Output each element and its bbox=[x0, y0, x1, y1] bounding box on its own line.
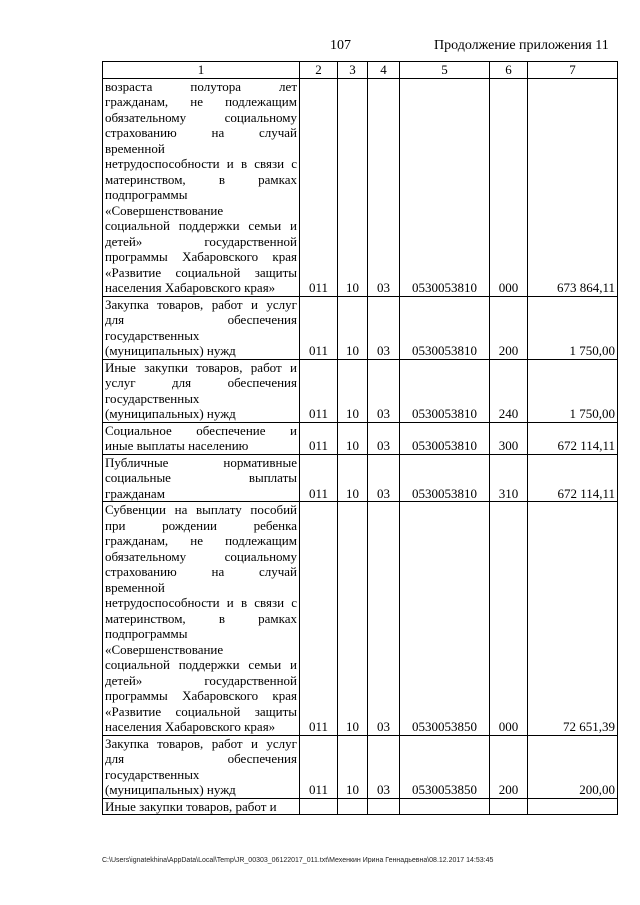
description-line: государственных bbox=[105, 390, 200, 406]
expense-description bbox=[103, 359, 300, 422]
description-line: для обеспечения bbox=[105, 751, 297, 766]
section-code: 10 bbox=[338, 296, 368, 359]
expense-type-code: 200 bbox=[490, 735, 528, 798]
section-code: 10 bbox=[338, 454, 368, 502]
description-line: нетрудоспособности и в связи с bbox=[105, 595, 297, 610]
amount: 1 750,00 bbox=[528, 359, 618, 422]
ministry-code: 011 bbox=[300, 454, 338, 502]
budget-table bbox=[102, 61, 618, 815]
target-article-code: 0530053850 bbox=[400, 735, 490, 798]
expense-type-code: 000 bbox=[490, 78, 528, 296]
table-body bbox=[103, 78, 618, 815]
column-header: 5 bbox=[400, 62, 490, 79]
expense-description bbox=[103, 798, 300, 815]
description-line: (муниципальных) нужд bbox=[105, 782, 236, 797]
target-article-code bbox=[400, 798, 490, 815]
amount bbox=[528, 798, 618, 815]
description-line: населения Хабаровского края» bbox=[105, 280, 276, 295]
expense-description bbox=[103, 454, 300, 502]
description-line: детей» государственной bbox=[105, 672, 297, 688]
description-line: населения Хабаровского края» bbox=[105, 719, 276, 734]
section-code: 10 bbox=[338, 422, 368, 454]
description-line: для обеспечения bbox=[105, 312, 297, 327]
expense-description bbox=[103, 78, 300, 296]
description-line: возраста полутора лет bbox=[105, 78, 297, 94]
description-line: государственных bbox=[105, 327, 200, 343]
section-code: 10 bbox=[338, 502, 368, 736]
section-code bbox=[338, 798, 368, 815]
table-row bbox=[103, 798, 618, 815]
description-line: иные выплаты населению bbox=[105, 438, 249, 453]
column-header: 6 bbox=[490, 62, 528, 79]
expense-description bbox=[103, 296, 300, 359]
amount: 1 750,00 bbox=[528, 296, 618, 359]
description-line: Закупка товаров, работ и услуг bbox=[105, 735, 297, 751]
description-line: программы Хабаровского края bbox=[105, 688, 297, 703]
description-line: при рождении ребенка bbox=[105, 517, 297, 533]
column-header: 3 bbox=[338, 62, 368, 79]
subsection-code: 03 bbox=[368, 735, 400, 798]
column-header: 7 bbox=[528, 62, 618, 79]
section-code: 10 bbox=[338, 78, 368, 296]
table-row bbox=[103, 359, 618, 422]
subsection-code: 03 bbox=[368, 359, 400, 422]
subsection-code: 03 bbox=[368, 422, 400, 454]
description-line: «Совершенствование bbox=[105, 641, 224, 657]
amount: 672 114,11 bbox=[528, 454, 618, 502]
subsection-code: 03 bbox=[368, 502, 400, 736]
description-line: детей» государственной bbox=[105, 233, 297, 249]
description-line: подпрограммы bbox=[105, 626, 188, 641]
description-line: Иные закупки товаров, работ и bbox=[105, 798, 277, 814]
column-header: 1 bbox=[103, 62, 300, 79]
description-line: «Развитие социальной защиты bbox=[105, 264, 297, 280]
description-line: социальной поддержки семьи и bbox=[105, 218, 297, 233]
table-row bbox=[103, 78, 618, 296]
ministry-code: 011 bbox=[300, 296, 338, 359]
description-line: гражданам, не подлежащим bbox=[105, 533, 297, 548]
expense-type-code: 240 bbox=[490, 359, 528, 422]
description-line: страхованию на случай bbox=[105, 564, 297, 579]
description-line: услуг для обеспечения bbox=[105, 375, 297, 390]
expense-description bbox=[103, 735, 300, 798]
description-line: гражданам bbox=[105, 485, 165, 501]
target-article-code: 0530053810 bbox=[400, 422, 490, 454]
description-line: Публичные нормативные bbox=[105, 454, 297, 470]
description-line: (муниципальных) нужд bbox=[105, 406, 236, 421]
description-line: государственных bbox=[105, 766, 200, 782]
amount: 200,00 bbox=[528, 735, 618, 798]
amount: 72 651,39 bbox=[528, 502, 618, 736]
subsection-code: 03 bbox=[368, 454, 400, 502]
expense-description bbox=[103, 502, 300, 736]
column-number-row bbox=[103, 62, 618, 79]
description-line: «Развитие социальной защиты bbox=[105, 703, 297, 719]
ministry-code: 011 bbox=[300, 78, 338, 296]
table-row bbox=[103, 735, 618, 798]
description-line: страхованию на случай bbox=[105, 125, 297, 140]
ministry-code: 011 bbox=[300, 502, 338, 736]
subsection-code: 03 bbox=[368, 296, 400, 359]
description-line: программы Хабаровского края bbox=[105, 249, 297, 264]
description-line: социальные выплаты bbox=[105, 470, 297, 485]
target-article-code: 0530053810 bbox=[400, 359, 490, 422]
description-line: «Совершенствование bbox=[105, 202, 224, 218]
page-number: 107 bbox=[330, 38, 351, 53]
subsection-code: 03 bbox=[368, 78, 400, 296]
target-article-code: 0530053810 bbox=[400, 78, 490, 296]
table-row bbox=[103, 454, 618, 502]
description-line: Закупка товаров, работ и услуг bbox=[105, 296, 297, 312]
target-article-code: 0530053810 bbox=[400, 296, 490, 359]
table-row bbox=[103, 502, 618, 736]
expense-type-code: 000 bbox=[490, 502, 528, 736]
amount: 672 114,11 bbox=[528, 422, 618, 454]
target-article-code: 0530053850 bbox=[400, 502, 490, 736]
description-line: временной bbox=[105, 579, 165, 595]
description-line: Иные закупки товаров, работ и bbox=[105, 359, 297, 375]
description-line: подпрограммы bbox=[105, 187, 188, 202]
description-line: социальной поддержки семьи и bbox=[105, 657, 297, 672]
description-line: Социальное обеспечение и bbox=[105, 422, 297, 438]
expense-type-code: 310 bbox=[490, 454, 528, 502]
file-path-footer: C:\Users\ignatekhina\AppData\Local\Temp\JR_00303_06122017_011.txt\Мехенкин Ирина Геннадьевна\08.12.2017 14:53:45 bbox=[102, 857, 494, 864]
expense-type-code: 200 bbox=[490, 296, 528, 359]
ministry-code: 011 bbox=[300, 422, 338, 454]
table-row bbox=[103, 296, 618, 359]
column-header: 4 bbox=[368, 62, 400, 79]
appendix-continuation-caption: Продолжение приложения 11 bbox=[434, 38, 609, 53]
ministry-code bbox=[300, 798, 338, 815]
expense-type-code bbox=[490, 798, 528, 815]
description-line: Субвенции на выплату пособий bbox=[105, 502, 297, 517]
ministry-code: 011 bbox=[300, 359, 338, 422]
description-line: (муниципальных) нужд bbox=[105, 343, 236, 358]
column-header: 2 bbox=[300, 62, 338, 79]
expense-type-code: 300 bbox=[490, 422, 528, 454]
expense-description bbox=[103, 422, 300, 454]
description-line: обязательному социальному bbox=[105, 548, 297, 564]
section-code: 10 bbox=[338, 735, 368, 798]
table-row bbox=[103, 422, 618, 454]
description-line: гражданам, не подлежащим bbox=[105, 94, 297, 109]
target-article-code: 0530053810 bbox=[400, 454, 490, 502]
description-line: обязательному социальному bbox=[105, 109, 297, 125]
description-line: материнством, в рамках bbox=[105, 171, 297, 187]
subsection-code bbox=[368, 798, 400, 815]
description-line: материнством, в рамках bbox=[105, 610, 297, 626]
description-line: временной bbox=[105, 140, 165, 156]
ministry-code: 011 bbox=[300, 735, 338, 798]
section-code: 10 bbox=[338, 359, 368, 422]
amount: 673 864,11 bbox=[528, 78, 618, 296]
description-line: нетрудоспособности и в связи с bbox=[105, 156, 297, 171]
